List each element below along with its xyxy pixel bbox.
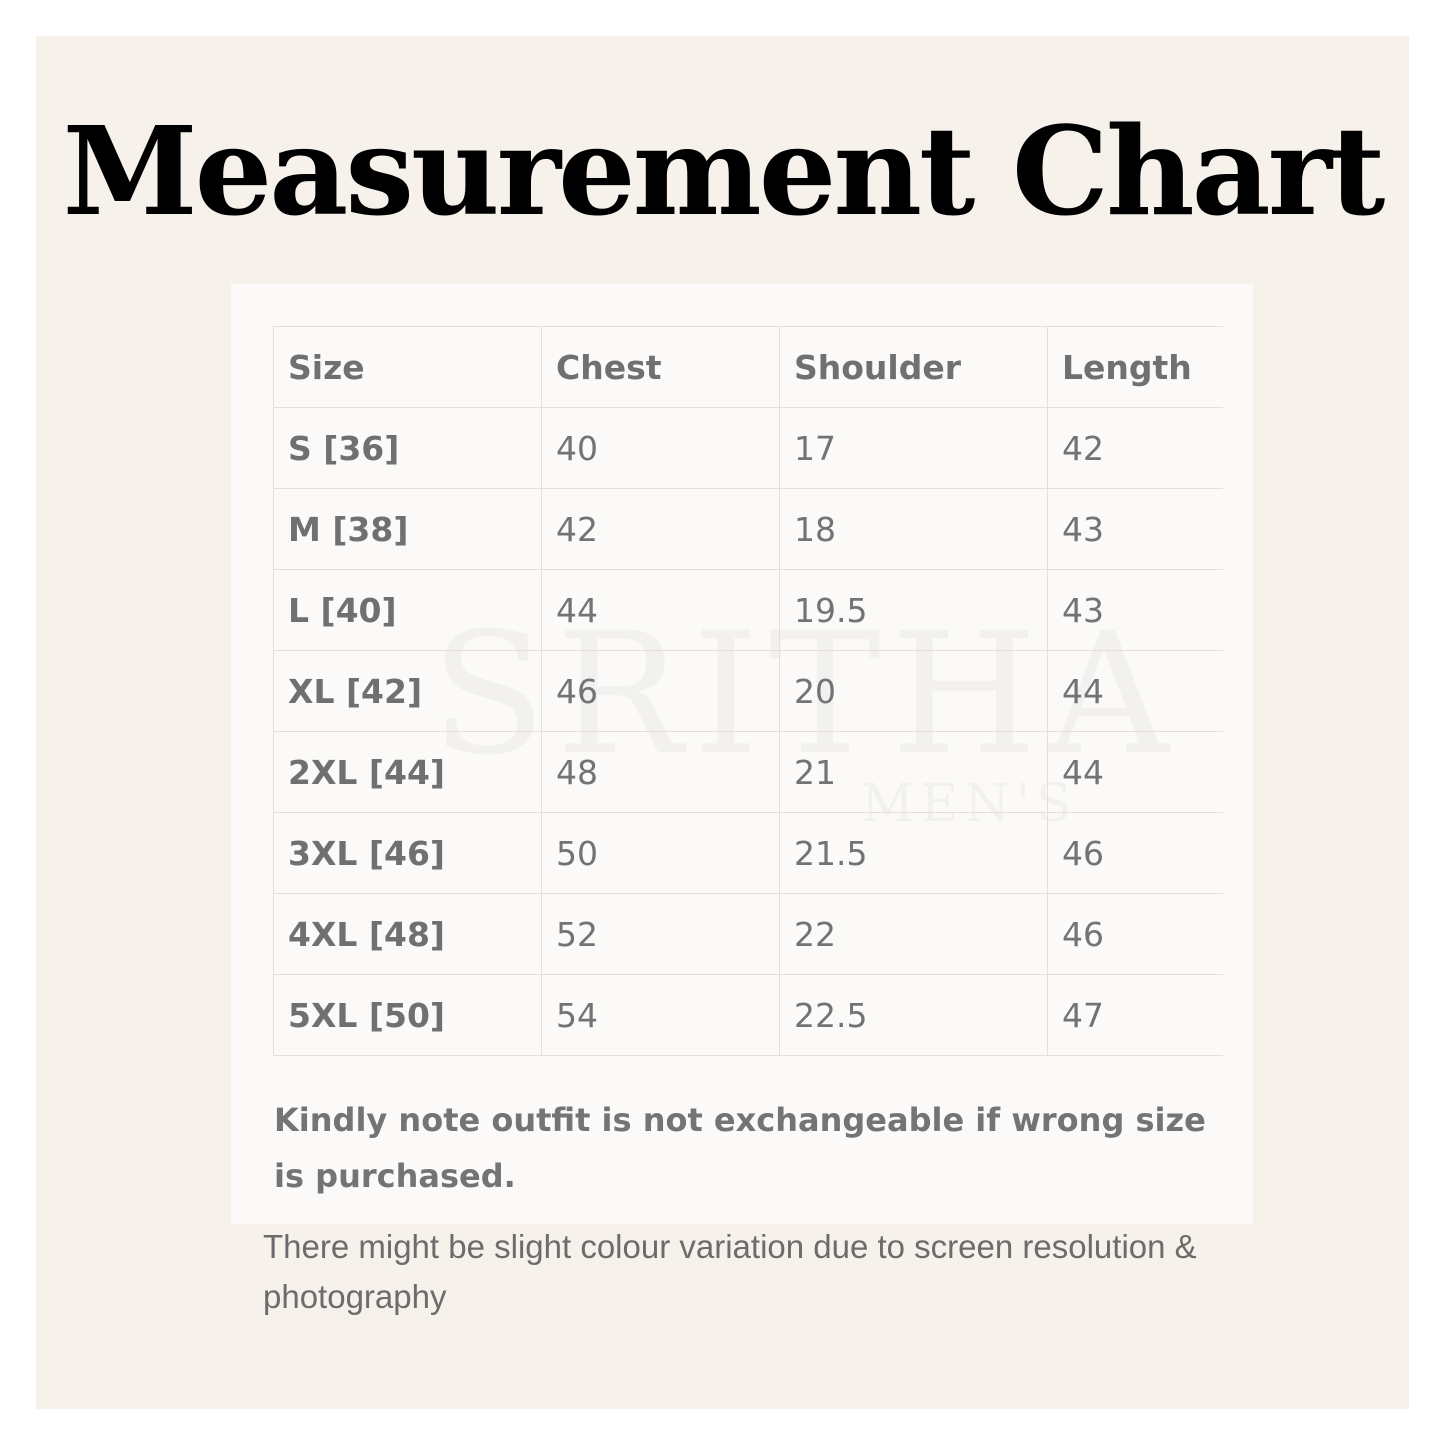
size-cell: 3XL [46] (274, 813, 542, 894)
size-cell: 5XL [50] (274, 975, 542, 1056)
table-row (274, 570, 1223, 651)
length-cell: 46 (1048, 894, 1223, 975)
shoulder-cell: 22 (780, 894, 1048, 975)
table-row (274, 489, 1223, 570)
chest-cell: 42 (542, 489, 780, 570)
header-shoulder: Shoulder (780, 327, 1048, 408)
chest-cell: 54 (542, 975, 780, 1056)
chest-cell: 44 (542, 570, 780, 651)
length-cell: 44 (1048, 732, 1223, 813)
table-row (274, 975, 1223, 1056)
shoulder-cell: 19.5 (780, 570, 1048, 651)
length-cell: 43 (1048, 570, 1223, 651)
chest-cell: 50 (542, 813, 780, 894)
size-chart-card (231, 284, 1253, 1224)
length-cell: 43 (1048, 489, 1223, 570)
length-cell: 44 (1048, 651, 1223, 732)
size-cell: 4XL [48] (274, 894, 542, 975)
shoulder-cell: 22.5 (780, 975, 1048, 1056)
table-row (274, 813, 1223, 894)
table-row (274, 408, 1223, 489)
chest-cell: 52 (542, 894, 780, 975)
size-cell: M [38] (274, 489, 542, 570)
exchange-note: Kindly note outfit is not exchangeable if wrong size is purchased. (274, 1101, 1206, 1195)
length-cell: 42 (1048, 408, 1223, 489)
chest-cell: 40 (542, 408, 780, 489)
shoulder-cell: 17 (780, 408, 1048, 489)
header-length: Length (1048, 327, 1223, 408)
size-table (273, 326, 1223, 1056)
shoulder-cell: 21.5 (780, 813, 1048, 894)
size-cell: L [40] (274, 570, 542, 651)
chest-cell: 46 (542, 651, 780, 732)
colour-disclaimer: There might be slight colour variation due to screen resolution & photography (263, 1228, 1197, 1315)
length-cell: 46 (1048, 813, 1223, 894)
header-chest: Chest (542, 327, 780, 408)
table-row (274, 651, 1223, 732)
shoulder-cell: 18 (780, 489, 1048, 570)
size-cell: 2XL [44] (274, 732, 542, 813)
header-size: Size (274, 327, 542, 408)
table-header-row (274, 327, 1223, 408)
size-cell: S [36] (274, 408, 542, 489)
size-cell: XL [42] (274, 651, 542, 732)
shoulder-cell: 20 (780, 651, 1048, 732)
length-cell: 47 (1048, 975, 1223, 1056)
shoulder-cell: 21 (780, 732, 1048, 813)
chest-cell: 48 (542, 732, 780, 813)
page-title: Measurement Chart (62, 99, 1383, 243)
table-row (274, 732, 1223, 813)
table-row (274, 894, 1223, 975)
